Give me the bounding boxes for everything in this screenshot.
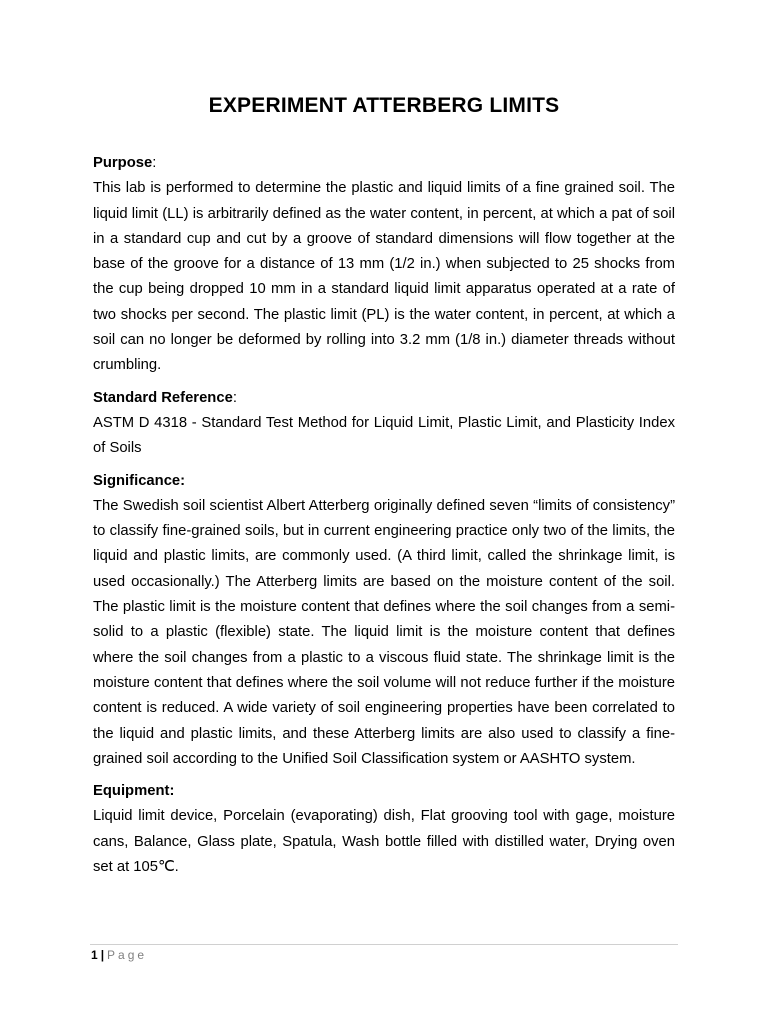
page-title: EXPERIMENT ATTERBERG LIMITS [208,94,560,117]
purpose-heading [93,151,675,176]
equipment-heading-label: Equipment: [93,783,175,800]
footer-divider [90,944,678,945]
significance-heading-label: Significance: [93,472,186,489]
document-body [93,151,675,880]
purpose-text: This lab is performed to determine the plastic and liquid limits of a fine grained soil. The liquid limit (LL) is arbitrarily defined as the water content, in percent, at which a pat of soil in a standard cup and cut by a groove of standard dimensions will flow together at the base of the groove for a distance of 13 mm (1/2 in.) when subjected to 25 shocks from the cup being dropped 10 mm in a standard liquid limit apparatus operated at a rate of two shocks per second. The plastic limit (PL) is the water content, in percent, at which a soil can no longer be deformed by rolling into 3.2 mm (1/8 in.) diameter threads without crumbling. [93,180,675,374]
purpose-heading-label: Purpose [93,155,153,171]
footer-separator: | [100,948,105,962]
purpose-heading-colon: : [152,155,157,171]
significance-heading [93,469,675,494]
equipment-text: Liquid limit device, Porcelain (evaporating) dish, Flat grooving tool with gage, moisture cans, Balance, Glass plate, Spatula, Wash bottle filled with distilled water, Drying oven set at 105℃. [93,808,675,876]
standard-reference-heading-colon: : [232,389,237,406]
equipment-heading [93,779,675,804]
standard-reference-text: ASTM D 4318 - Standard Test Method for Liquid Limit, Plastic Limit, and Plasticity Index of Soils [93,414,675,457]
page-label: Page [107,948,148,962]
significance-text: The Swedish soil scientist Albert Atterberg originally defined seven “limits of consistency” to classify fine-grained soils, but in current engineering practice only two of the limits, the liquid and plastic limits, are commonly used. (A third limit, called the shrinkage limit, is used occasionally.) The Atterberg limits are based on the moisture content of the soil. The plastic limit is the moisture content that defines where the soil changes from a semi-solid to a plastic (flexible) state. The liquid limit is the moisture content that defines where the soil changes from a plastic to a viscous fluid state. The shrinkage limit is the moisture content that defines where the soil volume will not reduce further if the moisture content is reduced. A wide variety of soil engineering properties have been correlated to the liquid and plastic limits, and these Atterberg limits are also used to classify a fine-grained soil according to the Unified Soil Classification system or AASHTO system. [93,497,675,767]
standard-reference-heading-label: Standard Reference [93,389,233,406]
page-footer [91,948,147,962]
standard-reference-heading [93,386,675,411]
page-number: 1 [91,948,98,962]
